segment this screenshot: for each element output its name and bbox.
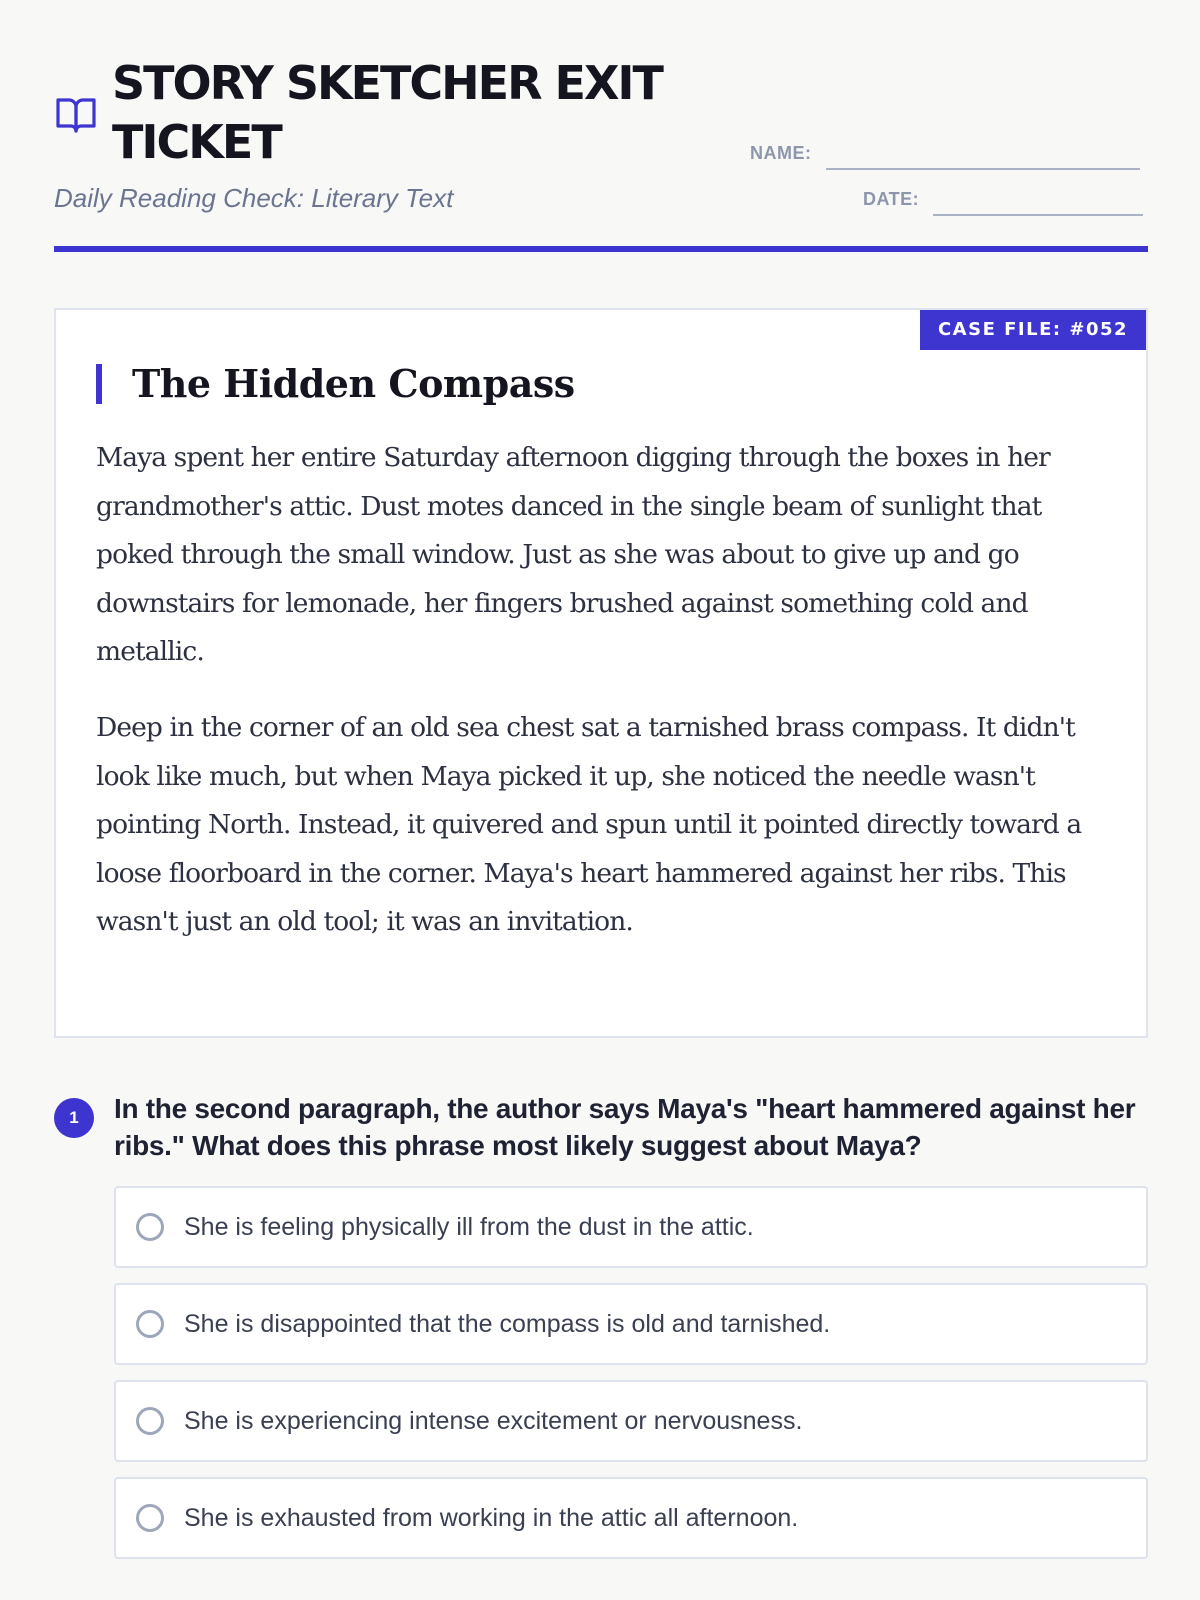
answer-option-c[interactable] (114, 1380, 1148, 1462)
story-title: The Hidden Compass (132, 361, 575, 406)
date-label: DATE: (863, 189, 920, 209)
date-field (863, 186, 1143, 216)
answer-option-label: She is exhausted from working in the attic all afternoon. (184, 1503, 799, 1532)
radio-button[interactable] (136, 1213, 164, 1241)
passage-paragraph-1: Maya spent her entire Saturday afternoon digging through the boxes in her grandmother's attic. Dust motes danced in the single beam of sunlight that poked through the small window. Just as she was about to give up and go downstairs for lemonade, her fingers brushed against something cold and metallic. (96, 442, 1050, 667)
answer-option-label: She is disappointed that the compass is old and tarnished. (184, 1309, 831, 1338)
radio-button[interactable] (136, 1407, 164, 1435)
passage-paragraph-2: Deep in the corner of an old sea chest sat a tarnished brass compass. It didn't look like much, but when Maya picked it up, she noticed the needle wasn't pointing North. Instead, it quivered and spun until it pointed directly toward a loose floorboard in the corner. Maya's heart hammered against her ribs. This wasn't just an old tool; it was an invitation. (96, 712, 1082, 937)
exit-ticket-page (54, 0, 1148, 1532)
radio-button[interactable] (136, 1504, 164, 1532)
answer-option-label: She is feeling physically ill from the dust in the attic. (184, 1212, 754, 1241)
page-subtitle: Daily Reading Check: Literary Text (54, 183, 454, 213)
date-input-line[interactable] (933, 186, 1143, 216)
page-title: STORY SKETCHER EXIT TICKET (112, 56, 662, 169)
book-open-icon (54, 92, 98, 136)
title-accent-bar (96, 364, 102, 404)
reading-passage-card (54, 308, 1148, 1038)
answer-option-a[interactable] (114, 1186, 1148, 1268)
question-text: In the second paragraph, the author says Maya's "heart hammered against her ribs." What does this phrase most likely suggest about Maya? (114, 1093, 1136, 1161)
answer-option-label: She is experiencing intense excitement or nervousness. (184, 1406, 803, 1435)
name-field (750, 140, 1140, 170)
name-input-line[interactable] (826, 140, 1140, 170)
radio-button[interactable] (136, 1310, 164, 1338)
name-label: NAME: (750, 143, 812, 163)
answer-option-d[interactable] (114, 1477, 1148, 1559)
case-file-badge: CASE FILE: #052 (920, 310, 1146, 350)
header-divider (54, 246, 1148, 252)
answer-option-b[interactable] (114, 1283, 1148, 1365)
question-number-badge: 1 (54, 1098, 94, 1138)
worksheet-header (54, 0, 1148, 254)
